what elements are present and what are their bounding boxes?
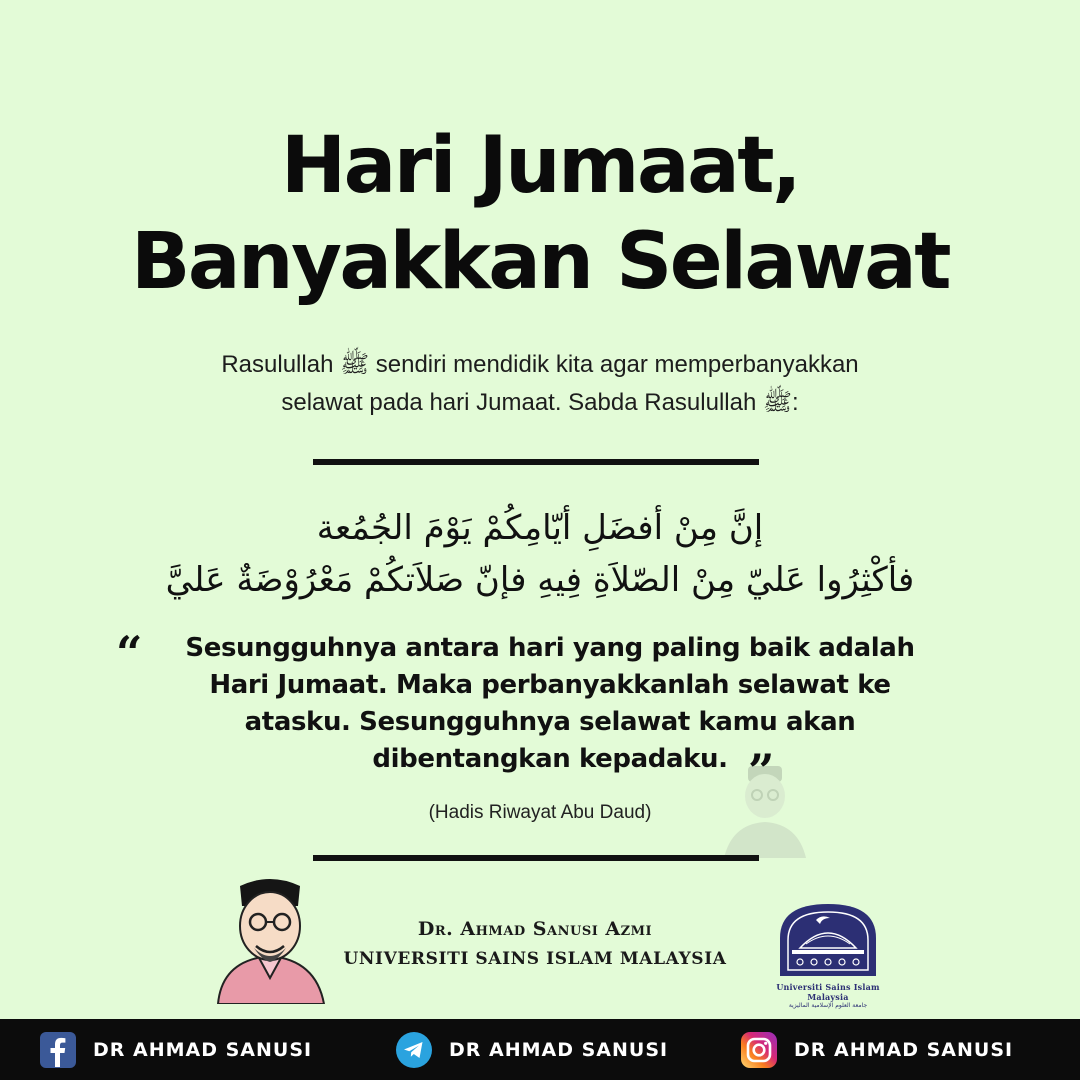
page-title <box>0 118 1080 310</box>
quote-line-1: Sesungguhnya antara hari yang paling baik adalah <box>185 633 915 663</box>
author-block <box>330 914 740 974</box>
divider-top <box>313 459 759 465</box>
quote-line-3: atasku. Sesungguhnya selawat kamu akan <box>244 707 856 737</box>
usim-logo-caption: Universiti Sains Islam Malaysia <box>776 982 880 1002</box>
intro-text <box>140 346 940 422</box>
title-line-1: Hari Jumaat, <box>280 121 800 211</box>
facebook-label: DR AHMAD SANUSI <box>93 1039 313 1061</box>
hadith-translation <box>140 630 960 778</box>
arabic-line-1: إنَّ مِنْ أفضَلِ أيّامِكُمْ يَوْمَ الجُمُعة <box>316 508 764 548</box>
author-portrait <box>212 868 330 1004</box>
intro-line-1: Rasulullah ﷺ sendiri mendidik kita agar memperbanyakkan <box>221 351 859 378</box>
arabic-hadith <box>100 502 980 606</box>
facebook-link[interactable] <box>39 1031 312 1069</box>
usim-logo-caption-arabic: جامعة العلوم الإسلامية الماليزية <box>788 1002 868 1009</box>
title-line-2: Banyakkan Selawat <box>130 217 950 307</box>
instagram-link[interactable] <box>740 1031 1013 1069</box>
telegram-link[interactable] <box>395 1031 668 1069</box>
instagram-icon <box>740 1031 778 1069</box>
quote-line-4: dibentangkan kepadaku. <box>372 744 728 774</box>
usim-logo <box>768 900 888 1009</box>
telegram-label: DR AHMAD SANUSI <box>449 1039 669 1061</box>
telegram-icon <box>395 1031 433 1069</box>
quote-line-2: Hari Jumaat. Maka perbanyakkanlah selawat ke <box>209 670 891 700</box>
intro-line-2: selawat pada hari Jumaat. Sabda Rasulullah ﷺ: <box>281 389 799 416</box>
instagram-label: DR AHMAD SANUSI <box>794 1039 1014 1061</box>
facebook-icon <box>39 1031 77 1069</box>
social-footer <box>0 1019 1080 1080</box>
author-organization: UNIVERSITI SAINS ISLAM MALAYSIA <box>343 949 727 969</box>
divider-bottom <box>313 855 759 861</box>
quote-open-mark: “ <box>116 626 143 680</box>
hadith-source: (Hadis Riwayat Abu Daud) <box>428 802 652 823</box>
arabic-line-2: فأكْثِرُوا عَليّ مِنْ الصّلاَةِ فِيهِ فإنّ صَلاَتكُمْ مَعْرُوْضَةٌ عَليَّ <box>165 560 915 600</box>
author-name: Dr. Ahmad Sanusi Azmi <box>417 918 653 940</box>
quote-close-mark: ” <box>748 744 775 798</box>
usim-crest-icon <box>776 900 880 976</box>
